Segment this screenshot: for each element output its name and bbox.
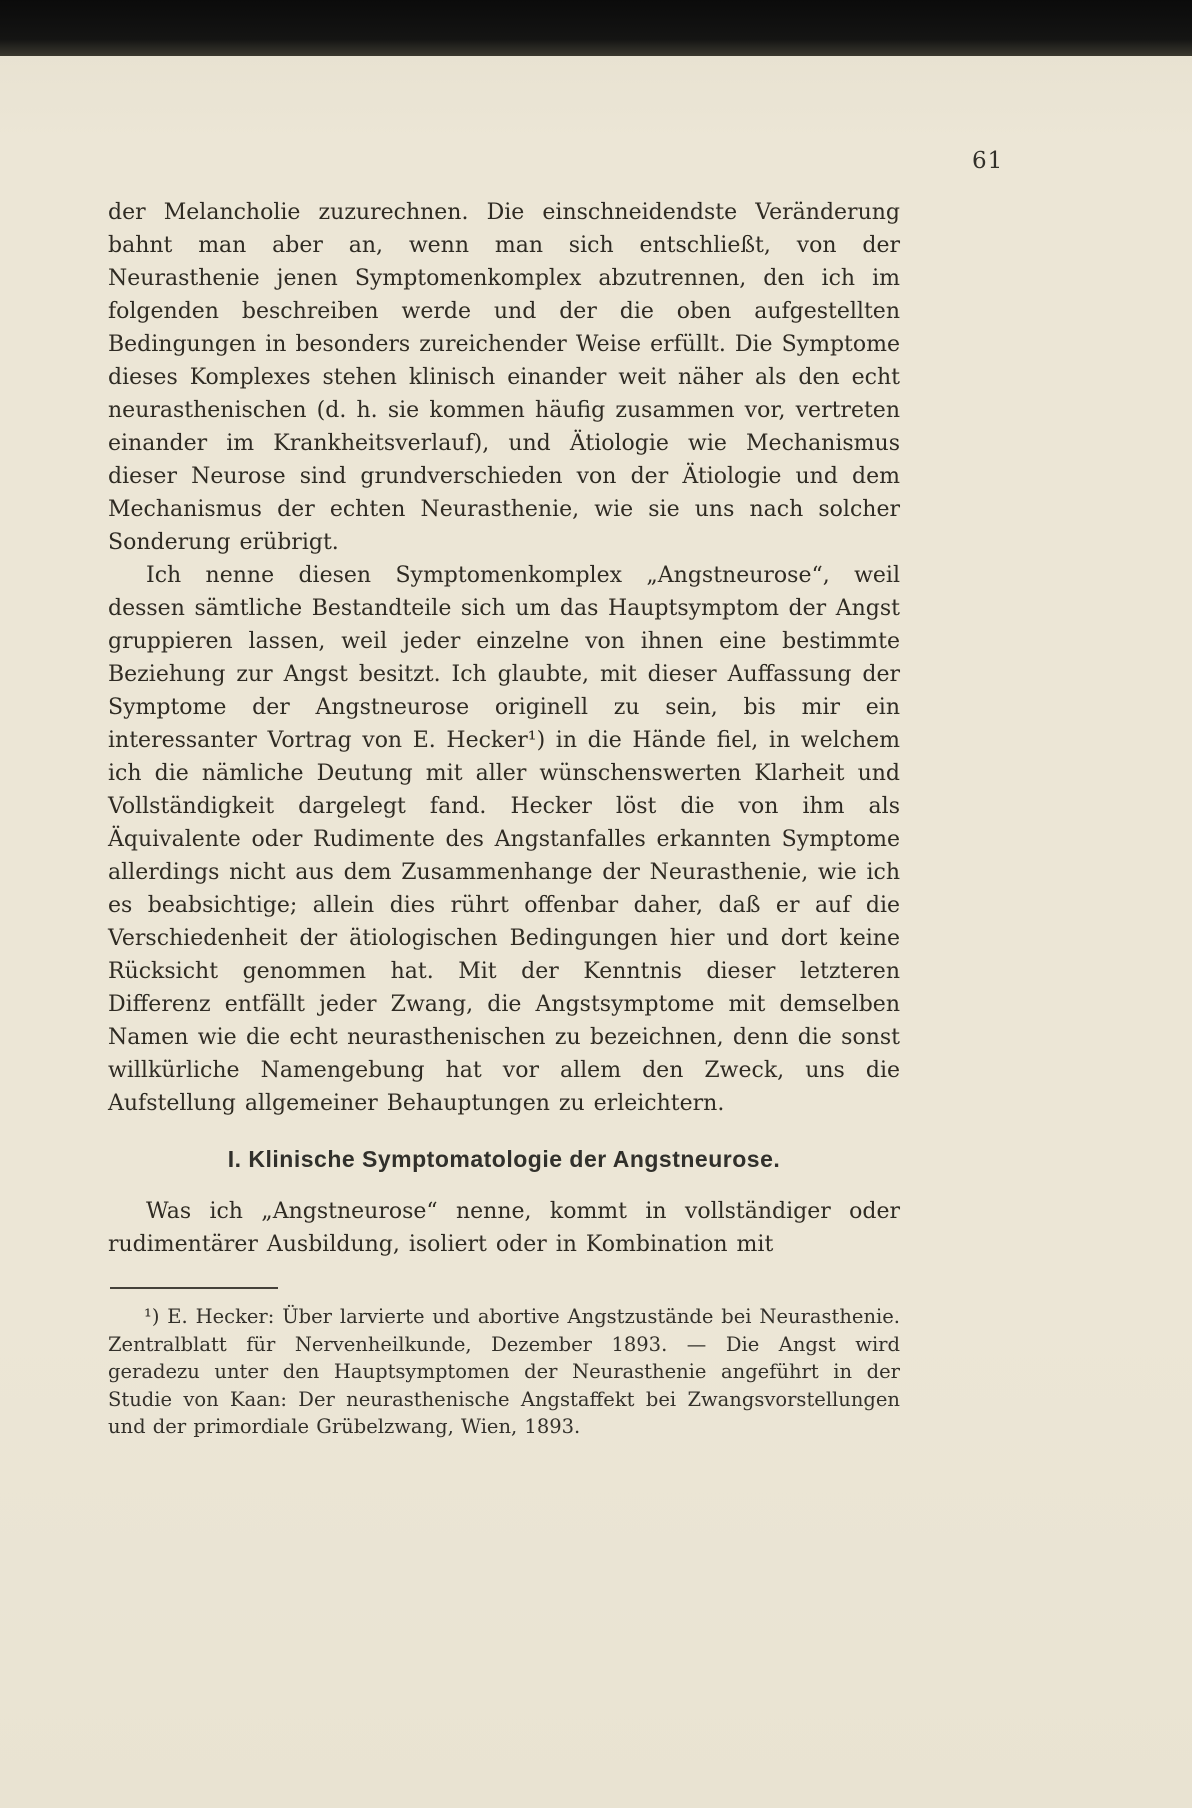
- page-number: 61: [972, 148, 1004, 174]
- paragraph: Ich nenne diesen Symptomenkomplex „Angstneurose“, weil dessen sämtliche Bestandteile sich um das Hauptsymptom der Angst gruppieren lassen, weil jeder einzelne von ihnen eine bestimmte Beziehung zur Angst besitzt. Ich glaubte, mit dieser Auffassung der Symptome der Angstneurose originell zu sein, bis mir ein interessanter Vortrag von E. Hecker¹) in die Hände fiel, in welchem ich die nämliche Deutung mit aller wünschenswerten Klarheit und Vollständigkeit dargelegt fand. Hecker löst die von ihm als Äquivalente oder Rudimente des Angstanfalles erkannten Symptome allerdings nicht aus dem Zusammenhange der Neurasthenie, wie ich es beabsichtige; allein dies rührt offenbar daher, daß er auf die Verschiedenheit der ätiologischen Bedingungen hier und dort keine Rücksicht genommen hat. Mit der Kenntnis dieser letzteren Differenz entfällt jeder Zwang, die Angstsymptome mit demselben Namen wie die echt neurasthenischen zu bezeichnen, denn die sonst willkürliche Namengebung hat vor allem den Zweck, uns die Aufstellung allgemeiner Behauptungen zu erleichtern.: [108, 563, 900, 1116]
- paragraph: Was ich „Angstneurose“ nenne, kommt in vollständiger oder rudimentärer Ausbildung, isoliert oder in Kombination mit: [108, 1199, 900, 1257]
- paragraph: der Melancholie zuzurechnen. Die einschneidendste Veränderung bahnt man aber an, wenn man sich entschließt, von der Neurasthenie jenen Symptomenkomplex abzutrennen, den ich im folgenden beschreiben werde und der die oben aufgestellten Bedingungen in besonders zureichender Weise erfüllt. Die Symptome dieses Komplexes stehen klinisch einander weit näher als den echt neurasthenischen (d. h. sie kommen häufig zusammen vor, vertreten einander im Krankheitsverlauf), und Ätiologie wie Mechanismus dieser Neurose sind grundverschieden von der Ätiologie und dem Mechanismus der echten Neurasthenie, wie sie uns nach solcher Sonderung erübrigt.: [108, 200, 900, 555]
- footnote-divider: [110, 1287, 278, 1289]
- footnote: ¹) E. Hecker: Über larvierte und abortive Angstzustände bei Neurasthenie. Zentralblatt für Nervenheilkunde, Dezember 1893. — Die Angst wird geradezu unter den Hauptsymptomen der Neurasthenie angeführt in der Studie von Kaan: Der neurasthenische Angstaffekt bei Zwangsvorstellungen und der primordiale Grübelzwang, Wien, 1893.: [108, 1305, 900, 1438]
- section-heading: I. Klinische Symptomatologie der Angstneurose.: [227, 1146, 781, 1172]
- scan-top-shadow-band: [0, 0, 1192, 56]
- page-text-block: [108, 196, 900, 1441]
